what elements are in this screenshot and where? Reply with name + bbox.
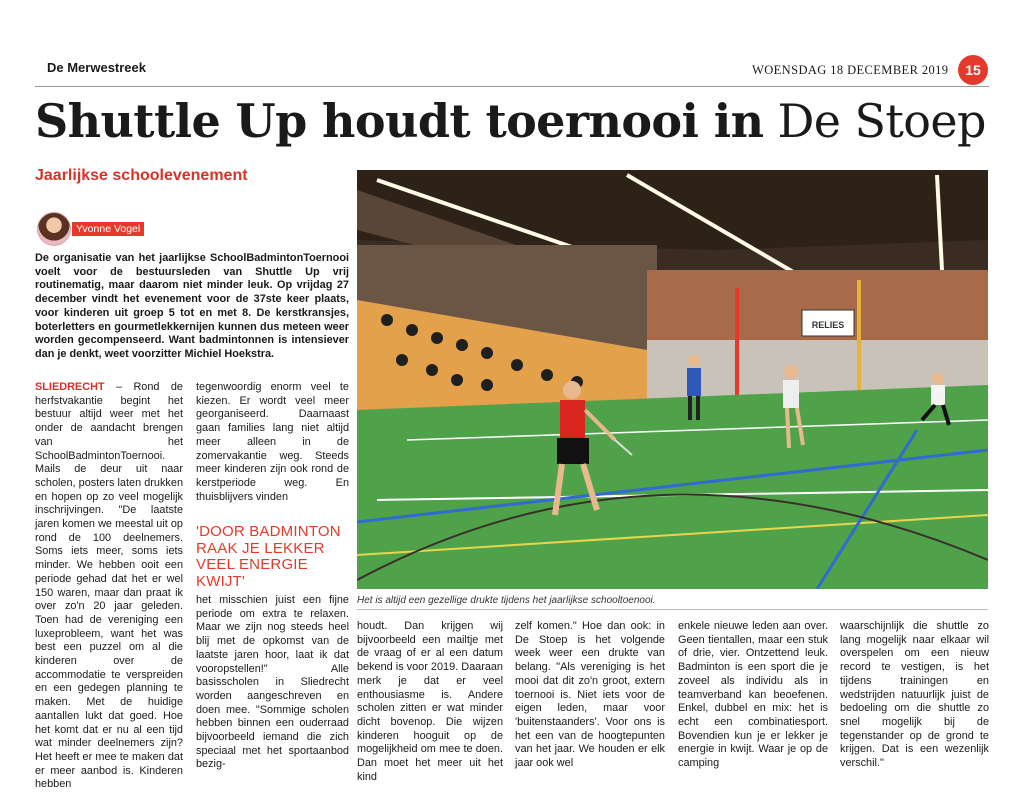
yellow-pillar: [857, 280, 861, 398]
body-column-2b: het misschien juist een fijne periode om extra te relaxen. Maar we zijn nog steeds heel blij met de opkomst van de laatste jaren hoor, laat ik dat vooropstellen!" Alle basisscholen in Sliedrecht worden aangeschreven en doen mee. "Sommige scholen hebben binnen een ouderraad bijvoorbeeld iemand die zich speciaal met het sportaanbod bezig-: [196, 594, 349, 771]
article-photo: [357, 170, 988, 589]
page-number-badge: 15: [958, 55, 988, 85]
dateline: SLIEDRECHT: [35, 381, 105, 393]
caption-rule: [357, 609, 988, 610]
author-avatar: [37, 212, 71, 246]
wall-sign-text: RELIES: [811, 320, 845, 330]
body-column-3: houdt. Dan krijgen wij bijvoorbeeld een mailtje met de vraag of er al een datum bekend is voor 2019. Daaraan merk je dat er veel enthousiasme is. Andere scholen zitten er wat minder dicht bovenop. Die wijzen kinderen hooguit op de mogelijkheid om mee te doen. Dan moet het meer uit het kind: [357, 620, 503, 783]
article-intro: De organisatie van het jaarlijkse SchoolBadmintonToernooi voelt voor de bestuursleden van Shuttle Up vrij routinematig, maar daarom niet minder leuk. Op vrijdag 27 december vindt het evenement voor de 37ste keer plaats, voor kinderen uit groep 5 tot en met 8. De kerstkransjes, boterletters en gourmetlekkernijen kunnen dus meteen weer worden gecompenseerd. Want badmintonnen is intensiever dan je denkt, weet voorzitter Michiel Hoekstra.: [35, 252, 349, 360]
body-column-5: enkele nieuwe leden aan over. Geen tientallen, maar een stuk of drie, vier. Ontzettend leuk. Badminton is een sport die je zoveel als individu als in teamverband kan beoefenen. Enkel, dubbel en mix: het is echt een combinatiesport. Bovendien kun je er lekker je energie in kwijt. Waar je op de camping: [678, 620, 828, 770]
issue-date: WOENSDAG 18 DECEMBER 2019: [752, 63, 949, 77]
body-text-1: – Rond de herfstvakantie begint het bestuur altijd weer met het onder de aandacht brengen van het SchoolBadmintonToernooi. Mails de deur uit naar scholen, posters laten drukken en hopen op zo veel mogelijk inschrijvingen. "De laatste jaren komen we meestal uit op rond de 100 deelnemers. Soms iets meer, soms iets minder. We hebben ooit een periode gehad dat het er wel 150 waren, maar dan praat ik over zo'n 20 jaar geleden. Toen had de vereniging een luxeprobleem, want het was best een puzzel om al die kinderen over de accommodatie te verspreiden en een gedegen planning te maken. Met de huidige aantallen lukt dat goed. Hoe het komt dat er nu al een tijd wat minder deelnemers zijn? Het heeft er mee te maken dat er meer aanbod is. Kinderen hebben: [35, 381, 183, 791]
headline: [35, 86, 986, 156]
headline-regular: De Stoep: [777, 94, 986, 148]
sports-hall-illustration: [357, 170, 988, 589]
subhead: Jaarlijkse schoolevenement: [35, 167, 248, 184]
headline-bold: Shuttle Up houdt toernooi in: [35, 94, 764, 148]
photo-caption: Het is altijd een gezellige drukte tijdens het jaarlijkse schooltoenooi.: [357, 595, 656, 606]
author-byline: Yvonne Vogel: [72, 222, 144, 236]
body-column-2a: tegenwoordig enorm veel te kiezen. Er wordt veel meer georganiseerd. Daarnaast gaan families lang niet altijd meer alleen in de zomervakantie weg. Steeds meer kinderen zijn ook rond de kerstperiode weg. En thuisblijvers vinden: [196, 381, 349, 503]
pull-quote: 'DOOR BADMINTON RAAK JE LEKKER VEEL ENERGIE KWIJT': [196, 523, 341, 590]
body-column-6: waarschijnlijk die shuttle zo lang mogelijk naar elkaar wil overspelen om een nieuw record te vestigen, is het tijdens trainingen en wedstrijden natuurlijk juist de bedoeling om die shuttle zo snel mogelijk bij de tegenstander op de grond te krijgen. Dat is een wezenlijk verschil.": [840, 620, 989, 770]
publication-name: De Merwestreek: [47, 60, 146, 75]
body-column-4: zelf komen." Hoe dan ook: in De Stoep is het volgende week weer een drukte van belang. "Als vereniging is het mooi dat dit zo'n groot, extern toernooi is. Niet iets voor de eigen leden, maar voor 'buitenstaanders'. Voor ons is het een van de hoogtepunten van het jaar. We houden er elk jaar ook wel: [515, 620, 665, 770]
body-column-1: [35, 381, 183, 792]
red-pillar: [735, 288, 739, 398]
